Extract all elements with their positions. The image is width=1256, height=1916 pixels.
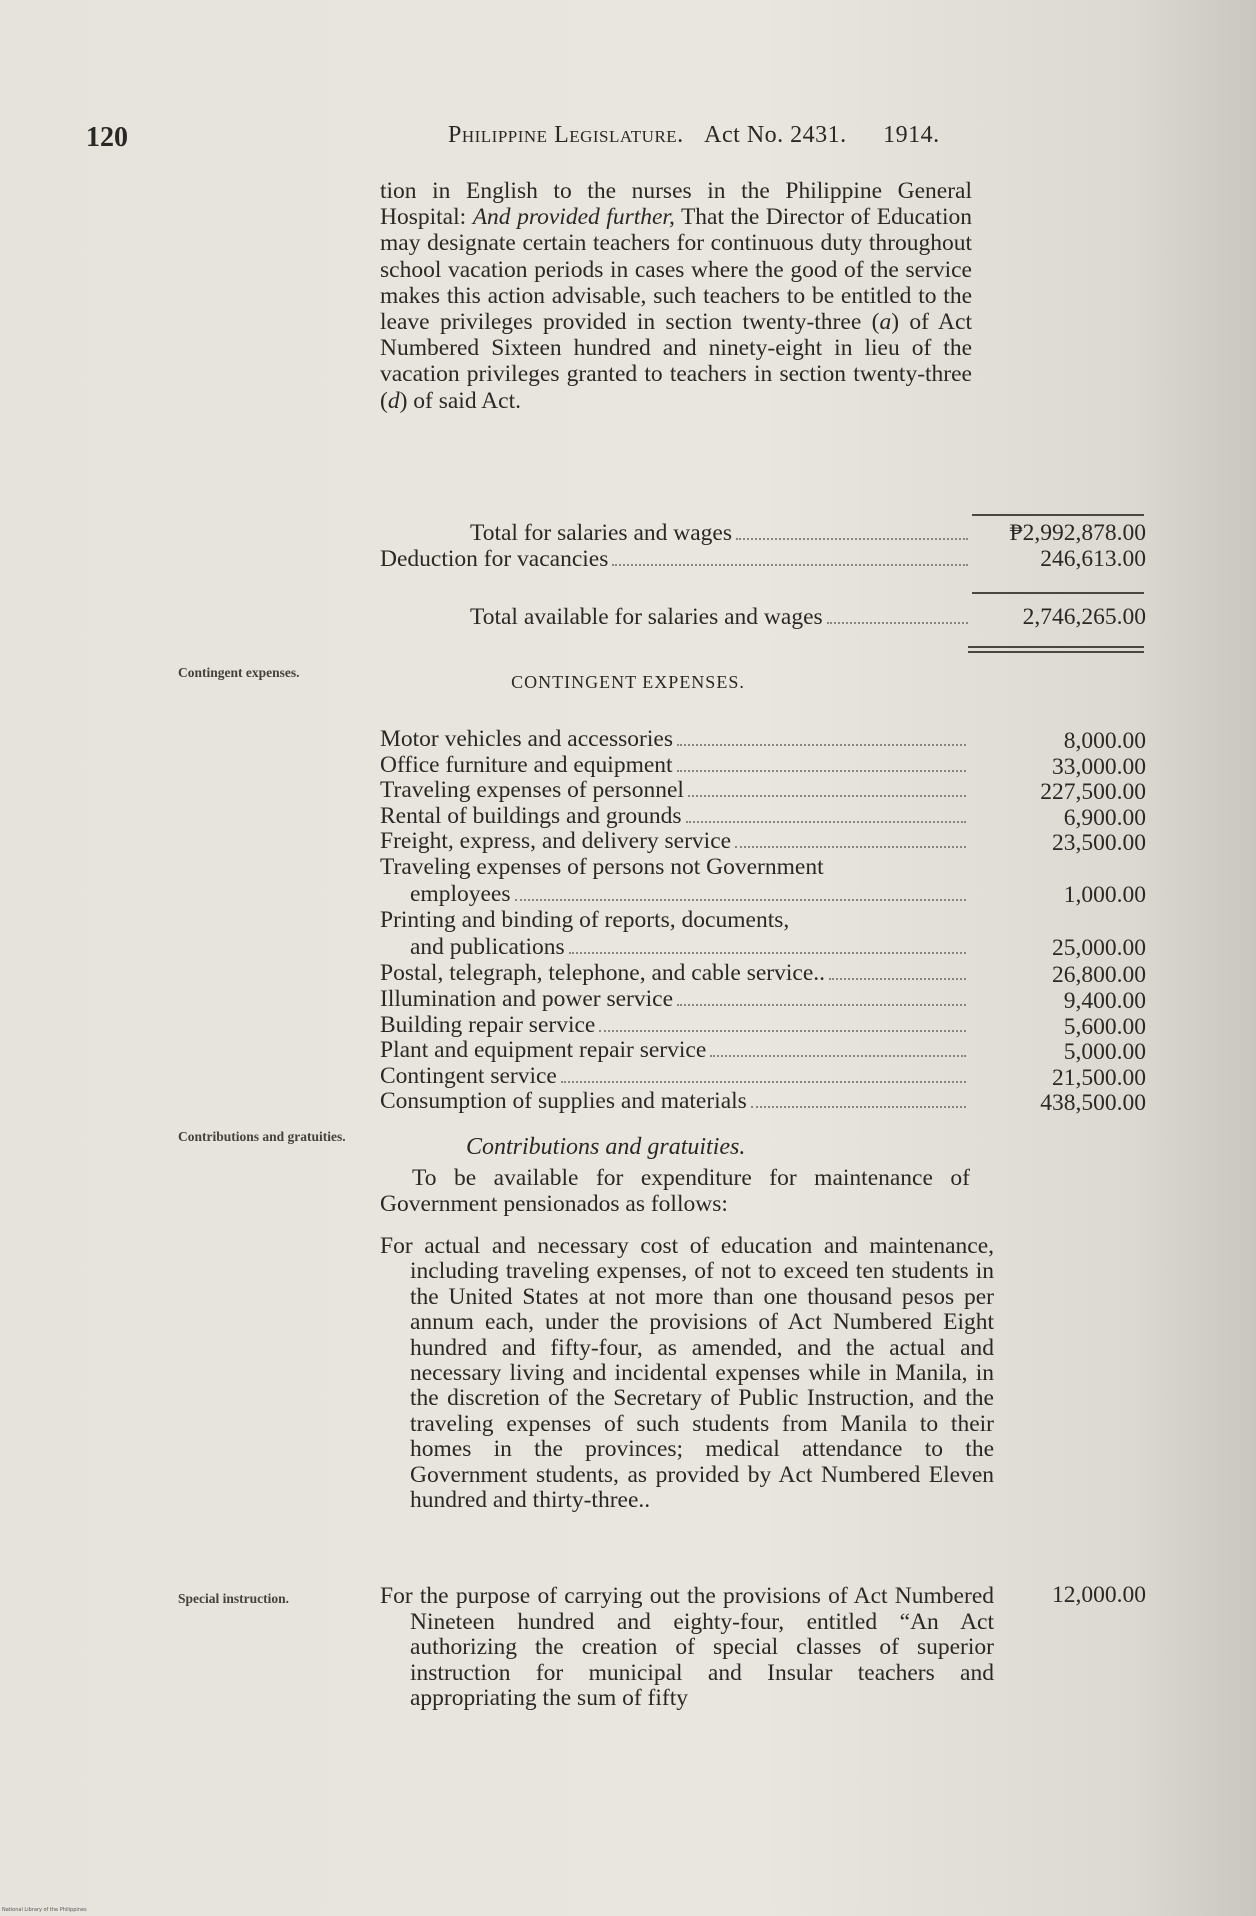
contingent-item: [380, 907, 970, 960]
contingent-item-label: Office furniture and equipment: [380, 751, 673, 778]
contingent-item-label: Traveling expenses of personnel: [380, 777, 684, 804]
contingent-item-value: 1,000.00: [1063, 881, 1146, 908]
contingent-item-label: Illumination and power service: [380, 986, 674, 1012]
contingent-item: [380, 1088, 970, 1115]
running-head-act: Act No. 2431.: [704, 122, 847, 148]
margin-note-contingent: Contingent expenses.: [178, 665, 300, 680]
running-head: [448, 122, 940, 149]
contingent-item: [380, 777, 970, 804]
contingent-item-value: 26,800.00: [1052, 962, 1146, 989]
contingent-item: [380, 1012, 970, 1039]
contingent-item-value: 8,000.00: [1063, 728, 1146, 754]
contingent-item: [380, 960, 970, 987]
running-head-title: Philippine Legislature.: [448, 122, 684, 148]
contingent-heading: CONTINGENT EXPENSES.: [511, 672, 745, 692]
contingent-item: [380, 752, 970, 779]
contingent-item-label: Motor vehicles and accessories: [380, 726, 673, 752]
contingent-item-label: Consumption of supplies and materials: [380, 1088, 747, 1115]
deduction-row: Deduction for vacancies: [380, 546, 972, 573]
contributions-intro: To be available for expenditure for maintenance of Government pensionados as follows:: [380, 1165, 970, 1217]
contingent-item-label: Building repair service: [380, 1011, 596, 1038]
contingent-item-label: Traveling expenses of persons not Government: [380, 854, 824, 880]
contingent-item-value: 5,000.00: [1063, 1039, 1146, 1066]
contingent-item-value: 438,500.00: [1040, 1090, 1146, 1117]
contingent-item-label: Postal, telegraph, telephone, and cable service..: [380, 960, 826, 987]
contingent-item-label-continued: employees: [410, 880, 511, 907]
total-double-rule: [968, 646, 1144, 653]
total-salaries-value: ₱2,992,878.00: [1009, 520, 1146, 546]
contingent-item-label: Contingent service: [380, 1062, 557, 1089]
page-number: 120: [86, 122, 128, 153]
proviso-italic: And provided further,: [472, 204, 675, 231]
contingent-item-value: 23,500.00: [1052, 830, 1146, 857]
total-available-value: 2,746,265.00: [1022, 604, 1146, 630]
contingent-item: [380, 854, 970, 907]
contingent-item: [380, 726, 970, 753]
contingent-item-label: Rental of buildings and grounds: [380, 802, 682, 829]
contributions-heading: Contributions and gratuities.: [466, 1134, 746, 1160]
contingent-item-value: 9,400.00: [1063, 988, 1146, 1014]
deduction-value: 246,613.00: [1040, 546, 1146, 572]
margin-note-special: Special instruction.: [178, 1591, 290, 1606]
contingent-item: [380, 828, 970, 855]
contingent-item: [380, 803, 970, 830]
running-head-year: 1914.: [883, 122, 940, 148]
contributions-paragraph: For actual and necessary cost of education and maintenance, including traveling expenses, of not to exceed ten students in the United States at not more than one thousand pesos per annum each, under the provisions of Act Numbered Eight hundred and fifty-four, as amended, and the actual and necessary living and incidental expenses while in Manila, in the discretion of the Secretary of Public Instruction, and the traveling expenses of such students from Manila to their homes in the provinces; medical attendance to the Government students, as provided by Act Numbered Eleven hundred and thirty-three..: [380, 1233, 994, 1514]
contingent-item-value: 25,000.00: [1052, 934, 1146, 961]
contingent-item-value: 227,500.00: [1040, 779, 1146, 806]
contingent-item-label-continued: and publications: [410, 933, 565, 960]
contingent-item-value: 5,600.00: [1063, 1013, 1146, 1040]
total-available-row: Total available for salaries and wages: [470, 604, 972, 631]
special-instruction-paragraph: For the purpose of carrying out the provisions of Act Numbered Nineteen hundred and eighty-four, entitled “An Act authorizing the creation of special classes of superior instruction for municipal and Insular teachers and appropriating the sum of fifty: [380, 1583, 994, 1712]
contingent-item-label: Printing and binding of reports, documents,: [380, 907, 790, 934]
total-rule-mid: [972, 592, 1144, 594]
total-rule-top: [972, 514, 1144, 516]
contributions-value: 12,000.00: [1052, 1582, 1146, 1608]
margin-note-contributions: Contributions and gratuities.: [178, 1129, 346, 1144]
contingent-item-label: Freight, express, and delivery service: [380, 828, 732, 855]
footer-credit: National Library of the Philippines: [2, 1907, 87, 1913]
contingent-item-value: 6,900.00: [1063, 804, 1146, 831]
contingent-item: [380, 1037, 970, 1064]
contingent-item: [380, 1063, 970, 1090]
contingent-item-value: 33,000.00: [1052, 753, 1146, 780]
contingent-item-value: 21,500.00: [1052, 1064, 1146, 1091]
contingent-item: [380, 986, 970, 1013]
contingent-item-label: Plant and equipment repair service: [380, 1037, 707, 1064]
total-salaries-row: Total for salaries and wages: [470, 520, 972, 547]
opening-paragraph: tion in English to the nurses in the Philippine General Hospital: And provided further, That the Director of Education may designate certain teachers for continuous duty throughout school vacation periods in cases where the good of the service makes this action advisable, such teachers to be entitled to the leave privileges provided in section twenty-three (a) of Act Numbered Sixteen hundred and ninety-eight in lieu of the vacation privileges granted to teachers in section twenty-three (d) of said Act.: [380, 178, 972, 414]
